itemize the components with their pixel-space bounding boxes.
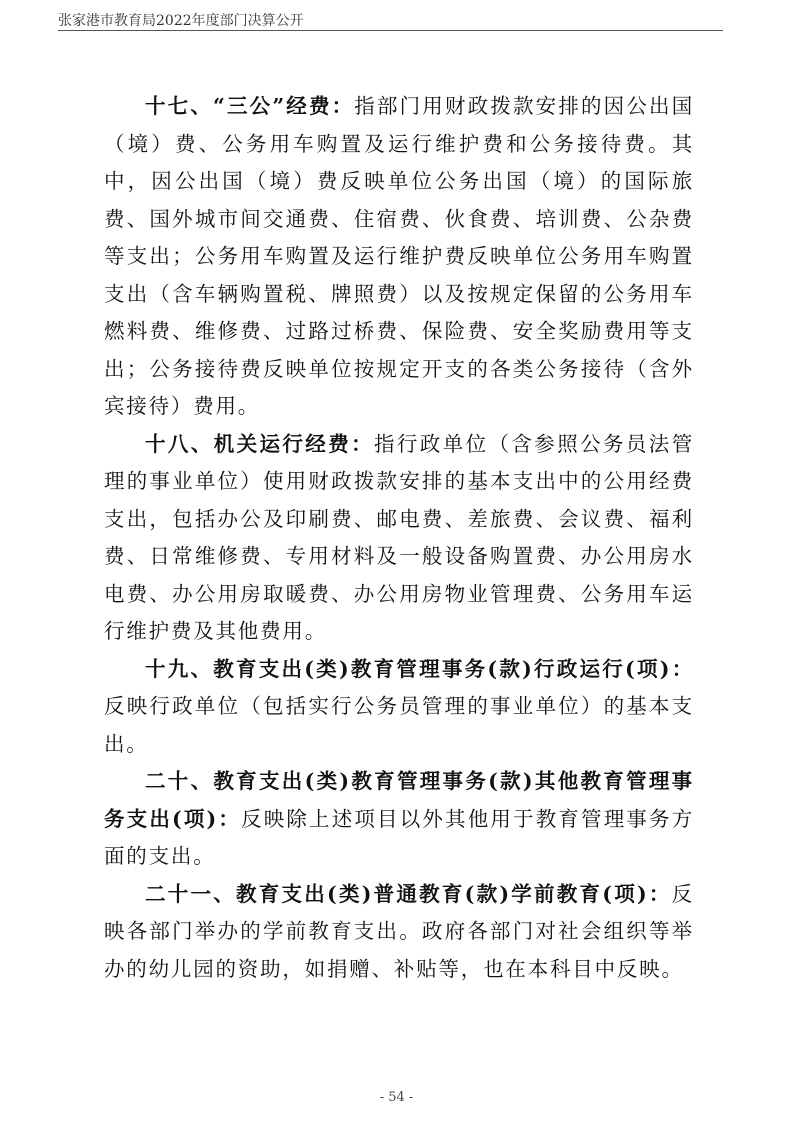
page-number: - 54 - [379, 1090, 414, 1105]
paragraph-19 [104, 651, 694, 764]
term-definition: 反映各部门举办的学前教育支出。政府各部门对社会组织等举办的幼儿园的资助，如捐赠、补贴等，也在本科目中反映。 [104, 881, 694, 981]
term-heading: 十九、教育支出(类)教育管理事务(款)行政运行(项)： [145, 656, 694, 681]
term-heading: 二十一、教育支出(类)普通教育(款)学前教育(项)： [145, 881, 672, 906]
term-definition: 反映除上述项目以外其他用于教育管理事务方面的支出。 [104, 806, 695, 868]
term-heading: 十七、“三公”经费： [145, 94, 355, 118]
running-header: 张家港市教育局2022年度部门决算公开 [58, 13, 304, 29]
paragraph-18 [104, 426, 694, 651]
header-divider [58, 30, 723, 31]
document-body [104, 88, 694, 988]
term-definition: 指行政单位（含参照公务员法管理的事业单位）使用财政拨款安排的基本支出中的公用经费支出，包括办公及印刷费、邮电费、差旅费、会议费、福利费、日常维修费、专用材料及一般设备购置费、办公用房水电费、办公用房取暖费、办公用房物业管理费、公务用车运行维护费及其他费用。 [104, 431, 694, 643]
paragraph-21 [104, 876, 694, 989]
paragraph-20 [104, 763, 694, 876]
term-heading: 十八、机关运行经费： [145, 431, 374, 456]
term-definition: 反映行政单位（包括实行公务员管理的事业单位）的基本支出。 [104, 694, 694, 756]
term-heading: 二十、教育支出(类)教育管理事务(款)其他教育管理事务支出(项)： [104, 769, 694, 831]
term-definition: 指部门用财政拨款安排的因公出国（境）费、公务用车购置及运行维护费和公务接待费。其中，因公出国（境）费反映单位公务出国（境）的国际旅费、国外城市间交通费、住宿费、伙食费、培训费、公杂费等支出；公务用车购置及运行维护费反映单位公务用车购置支出（含车辆购置税、牌照费）以及按规定保留的公务用车燃料费、维修费、过路过桥费、保险费、安全奖励费用等支出；公务接待费反映单位按规定开支的各类公务接待（含外宾接待）费用。 [104, 94, 694, 418]
paragraph-17 [104, 88, 694, 426]
